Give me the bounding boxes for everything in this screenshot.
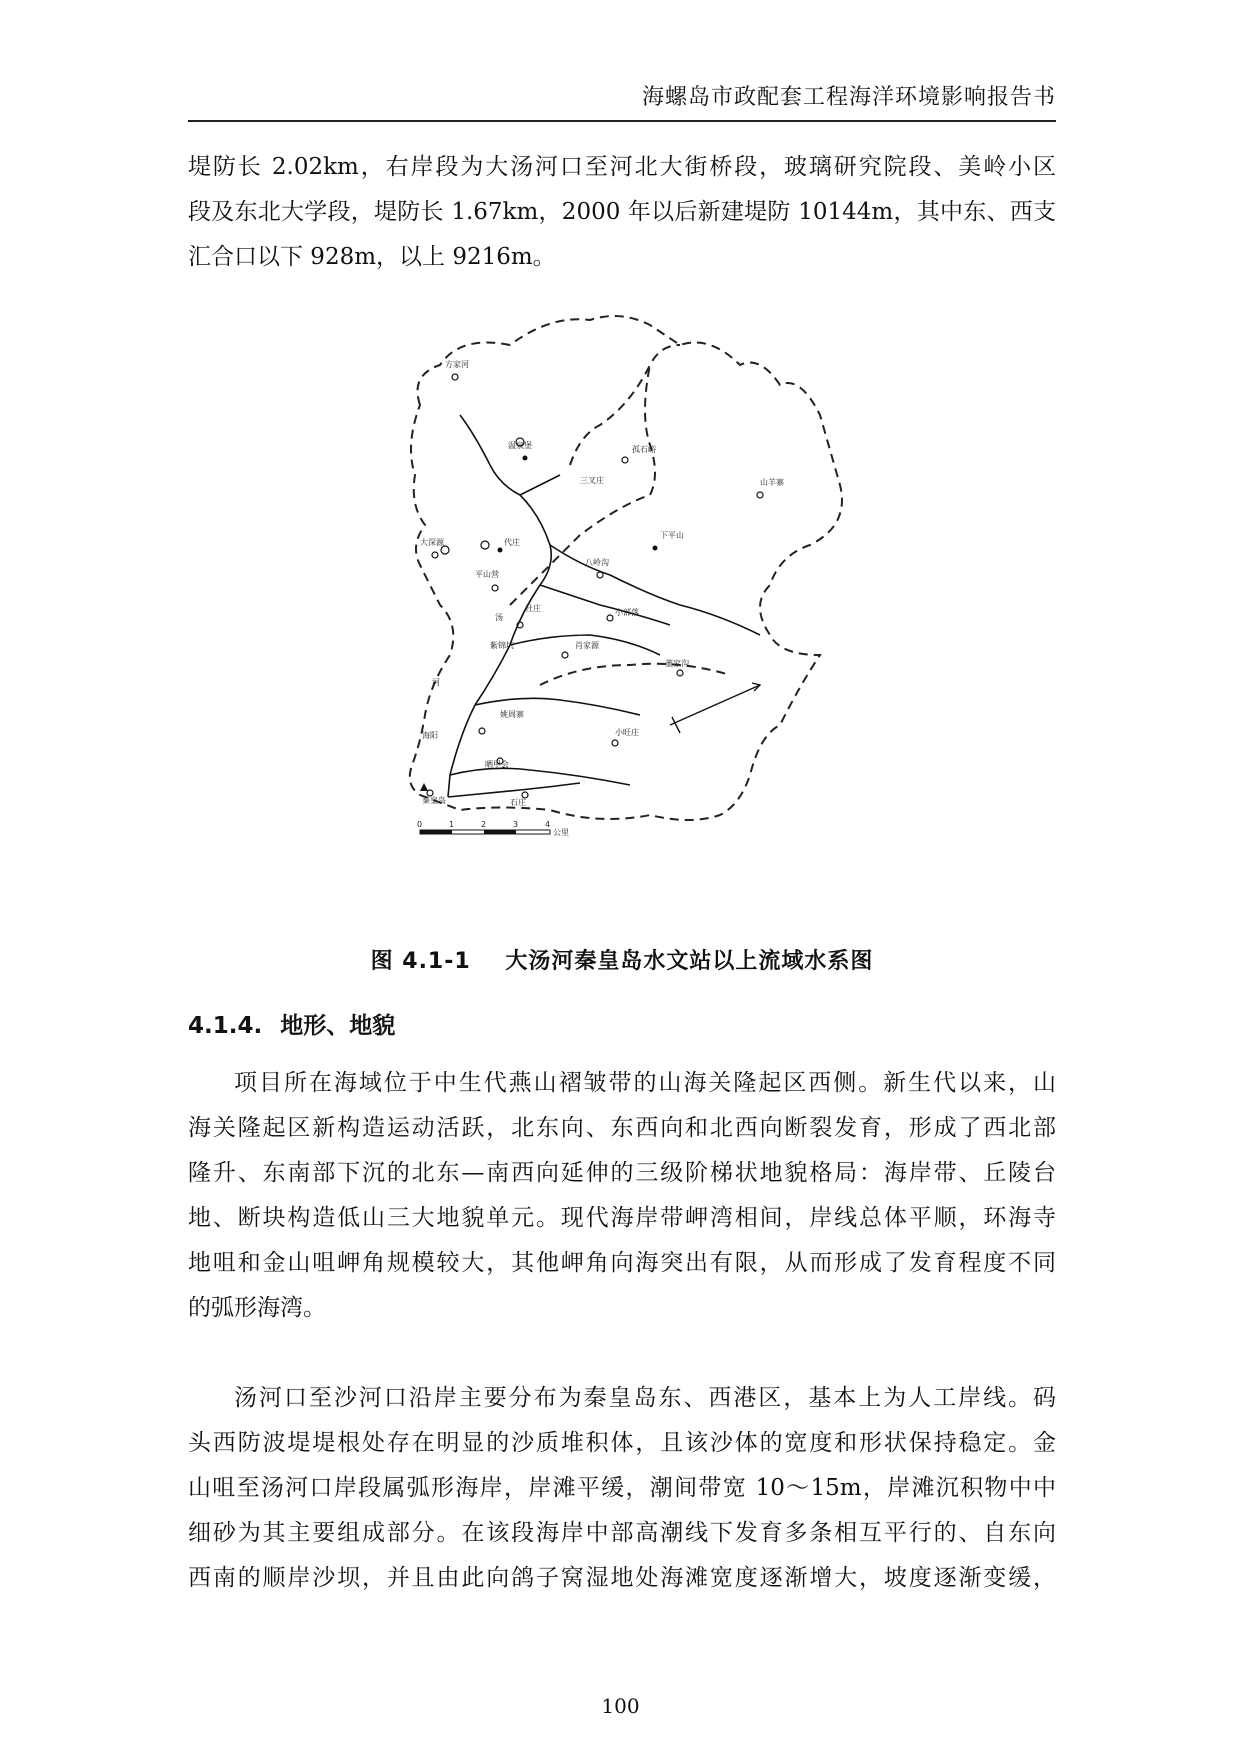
paragraph-line: 段及东北大学段，堤防长 1.67km，2000 年以后新建堤防 10144m，其中东、西支 <box>188 199 1056 225</box>
paragraph-line: 项目所在海域位于中生代燕山褶皱带的山海关隆起区西侧。新生代以来，山 <box>234 1070 1056 1096</box>
scale-tick-label: 3 <box>513 820 519 829</box>
figure-number: 图 4.1-1 <box>370 949 471 974</box>
header-title: 海螺岛市政配套工程海洋环境影响报告书 <box>641 85 1056 110</box>
section-number: 4.1.4. <box>188 1013 263 1039</box>
map-label: 八岭沟 <box>585 558 609 567</box>
station-marker <box>612 740 618 746</box>
station-marker <box>607 615 613 621</box>
map-label: 石庄 <box>510 798 526 807</box>
paragraph-line: 堤防长 2.02km，右岸段为大汤河口至河北大街桥段，玻璃研究院段、美岭小区 <box>188 154 1056 180</box>
hydro-station-triangle <box>420 783 428 791</box>
reservoir-marker <box>481 541 489 549</box>
map-label: 姚周寨 <box>500 710 524 719</box>
paragraph-line: 的弧形海湾。 <box>188 1295 326 1321</box>
map-label: 平山营 <box>475 570 499 579</box>
map-label: 杜庄 <box>525 604 541 613</box>
map-label: 汤 <box>495 613 503 622</box>
map-label: 河 <box>432 678 440 687</box>
paragraph-geomorphology <box>188 1061 1056 1331</box>
figure-title: 大汤河秦皇岛水文站以上流域水系图 <box>505 949 874 974</box>
station-marker <box>677 670 683 676</box>
paragraph-line: 隆升、东南部下沉的北东—南西向延伸的三级阶梯状地貌格局：海岸带、丘陵台 <box>188 1160 1056 1186</box>
station-marker <box>479 728 485 734</box>
tributary <box>448 783 580 797</box>
map-label: 方家河 <box>445 360 469 369</box>
paragraph-line: 细砂为其主要组成部分。在该段海岸中部高潮线下发育多条相互平行的、自东向 <box>188 1520 1056 1546</box>
section-title: 地形、地貌 <box>280 1013 396 1039</box>
paragraph-line: 头西防波堤堤根处存在明显的沙质堆积体，且该沙体的宽度和形状保持稳定。金 <box>188 1430 1056 1456</box>
scale-tick-label: 0 <box>417 820 423 829</box>
watershed-map <box>400 305 874 945</box>
town-marker <box>653 546 658 551</box>
scale-tick-label: 2 <box>481 820 487 829</box>
map-label: 大深源 <box>420 538 444 547</box>
basin-boundary <box>410 316 842 820</box>
reservoir-marker <box>441 546 449 554</box>
paragraph-coastline <box>188 1376 1056 1601</box>
map-label: 董家沟 <box>665 659 689 668</box>
tributary <box>450 768 630 785</box>
map-label: 肖家源 <box>575 641 599 650</box>
sub-basin-divide <box>510 365 655 605</box>
tributary <box>520 475 560 495</box>
figure-caption <box>188 944 1056 975</box>
map-label: 秦皇岛 <box>422 796 446 805</box>
station-marker <box>597 572 603 578</box>
paragraph-line: 山咀至汤河口岸段属弧形海岸，岸滩平缓，潮间带宽 10～15m，岸滩沉积物中中 <box>188 1475 1056 1501</box>
map-label: 孤石峪 <box>632 445 656 454</box>
map-label: 温泉堡 <box>508 441 532 450</box>
watershed-map-figure <box>400 305 874 945</box>
town-marker <box>523 456 528 461</box>
sub-basin-divide <box>540 664 730 685</box>
paragraph-line: 地咀和金山咀岬角规模较大，其他岬角向海突出有限，从而形成了发育程度不同 <box>188 1250 1056 1276</box>
station-marker <box>432 552 438 558</box>
map-label: 晒甲会 <box>485 760 509 769</box>
map-label: 代庄 <box>504 538 520 547</box>
map-label: 小部落 <box>615 608 639 617</box>
scale-tick-label: 4 <box>545 820 551 829</box>
station-marker <box>562 652 568 658</box>
sub-basin-divide <box>570 345 680 465</box>
paragraph-levee <box>188 145 1056 280</box>
map-label: 海阳 <box>422 731 438 740</box>
tributary <box>550 545 760 635</box>
paragraph-line: 地、断块构造低山三大地貌单元。现代海岸带岬湾相间，岸线总体平顺，环海寺 <box>188 1205 1056 1231</box>
page-number: 100 <box>601 1694 640 1718</box>
paragraph-line: 汤河口至沙河口沿岸主要分布为秦皇岛东、西港区，基本上为人工岸线。码 <box>234 1385 1056 1411</box>
paragraph-line: 海关隆起区新构造运动活跃，北东向、东西向和北西向断裂发育，形成了西北部 <box>188 1115 1056 1141</box>
main-river <box>448 465 551 797</box>
town-marker <box>498 548 503 553</box>
map-label: 山羊寨 <box>760 478 784 487</box>
scale-bar <box>417 820 569 837</box>
map-label: 小旺庄 <box>615 728 639 737</box>
paragraph-line: 西南的顺岸沙坝，并且由此向鸽子窝湿地处海滩宽度逐渐增大，坡度逐渐变缓， <box>188 1565 1056 1591</box>
station-marker <box>492 585 498 591</box>
scale-tick-label: 1 <box>449 820 455 829</box>
station-marker <box>452 374 458 380</box>
scale-unit-label: 公里 <box>553 828 569 837</box>
direction-arrow <box>670 683 760 733</box>
map-label: 三叉庄 <box>580 476 604 485</box>
paragraph-line: 汇合口以下 928m，以上 9216m。 <box>188 244 556 270</box>
running-header <box>188 84 1056 122</box>
station-marker <box>622 457 628 463</box>
map-label: 紫锦坑 <box>490 641 514 650</box>
station-marker <box>757 492 763 498</box>
tributary <box>460 415 490 465</box>
section-heading <box>188 1007 395 1040</box>
tributary <box>540 585 670 625</box>
map-label: 下平山 <box>660 531 684 540</box>
